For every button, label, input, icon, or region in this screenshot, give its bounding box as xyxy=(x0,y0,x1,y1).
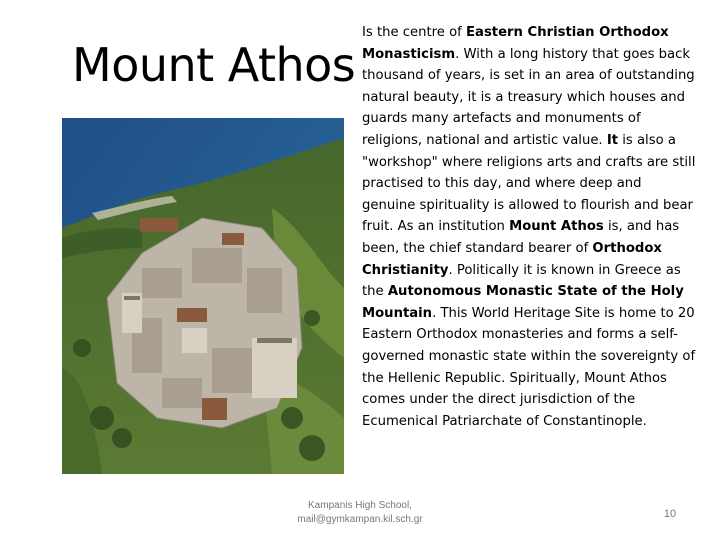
monastery-aerial-photo xyxy=(62,118,344,474)
paragraph-emphasis: Autonomous Monastic State of the Holy Mountain xyxy=(362,284,684,321)
footer-school: Kampanis High School, xyxy=(308,500,412,511)
paragraph-emphasis: It xyxy=(606,132,619,148)
paragraph-text: is also a "workshop" where religions arts and crafts are still practised to this day, and where deep and genuine spirituality is allowed to flourish and bear fruit. As an institution xyxy=(362,132,696,235)
footer-email: mail@gymkampan.kil.sch.gr xyxy=(297,514,423,525)
paragraph-emphasis: Mount Athos xyxy=(509,219,604,235)
paragraph-emphasis: Eastern Christian Orthodox Monasticism xyxy=(362,25,669,62)
paragraph-text: . With a long history that goes back thousand of years, is set in an area of outstanding natural beauty, it is a treasury which houses and guards many artefacts and monuments of religions, national and artistic value. xyxy=(362,46,695,148)
paragraph-text: . Politically it is known in Greece as the xyxy=(362,262,681,300)
slide-footer xyxy=(250,499,470,527)
description-paragraph xyxy=(362,22,698,432)
paragraph-emphasis: Orthodox Christianity xyxy=(362,240,662,278)
paragraph-text: . This World Heritage Site is home to 20 Eastern Orthodox monasteries and forms a self-governed monastic state within the sovereignty of the Hellenic Republic. Spiritually, Mount Athos comes under the direct jurisdiction of the Ecumenical Patriarchate of Constantinople. xyxy=(362,305,696,429)
paragraph-text: Is the centre of xyxy=(362,25,467,40)
slide-title: Mount Athos xyxy=(72,38,356,92)
paragraph-text: is, and has been, the chief standard bearer of xyxy=(362,219,680,256)
monastery-illustration xyxy=(62,118,344,474)
page-number: 10 xyxy=(663,508,677,520)
